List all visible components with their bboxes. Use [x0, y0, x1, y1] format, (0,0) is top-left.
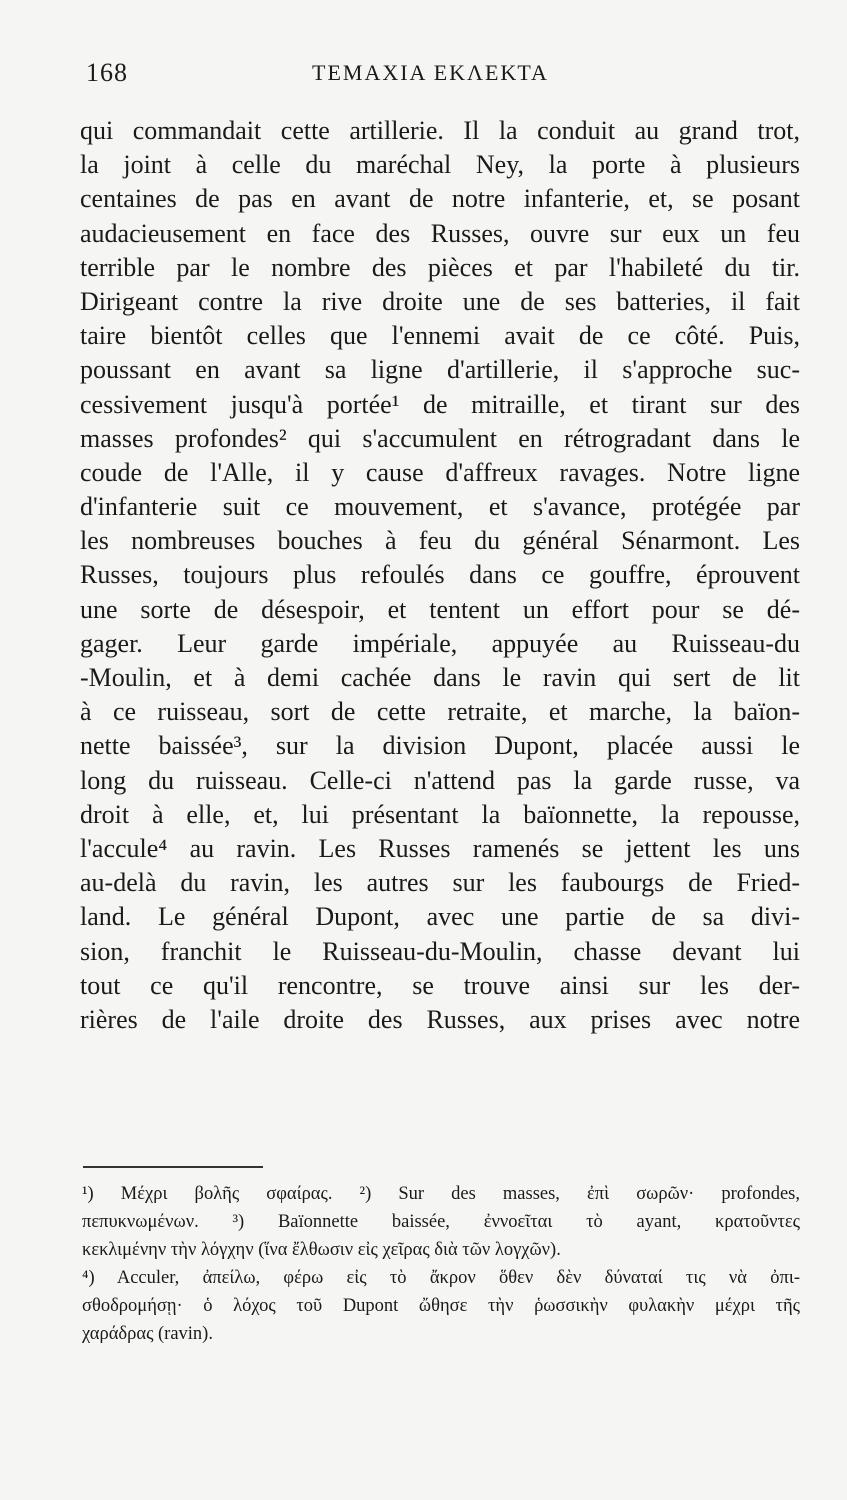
text-line: taire bientôt celles que l'ennemi avait de ce côté. Puis, [80, 321, 800, 351]
text-line: nette baissée³, sur la division Dupont, placée aussi le [80, 731, 800, 761]
text-line: poussant en avant sa ligne d'artillerie, il s'approche suc- [80, 355, 800, 385]
text-line: l'accule⁴ au ravin. Les Russes ramenés se jettent les uns [80, 833, 800, 863]
text-line: terrible par le nombre des pièces et par l'habileté du tir. [80, 252, 800, 282]
main-text [80, 114, 800, 1037]
text-line: -Moulin, et à demi cachée dans le ravin qui sert de lit [80, 663, 800, 692]
text-line: d'infanterie suit ce mouvement, et s'avance, protégée par [80, 492, 800, 522]
text-line: une sorte de désespoir, et tentent un effort pour se dé- [80, 594, 800, 624]
text-line: Dirigeant contre la rive droite une de ses batteries, il fait [80, 286, 800, 316]
footnote-line: ⁴) Acculer, ἀπείλω, φέρω εἰς τὸ ἄκρον ὅθεν δὲν δύναταί τις νὰ ὀπι- [82, 1268, 800, 1288]
footnote-divider [83, 1166, 263, 1168]
text-line: au-delà du ravin, les autres sur les faubourgs de Fried- [80, 868, 800, 898]
text-line: land. Le général Dupont, avec une partie de sa divi- [80, 902, 800, 932]
footnote-line: χαράδρας (ravin). [82, 1324, 213, 1344]
footnote-line: σθοδρομήσῃ· ὁ λόχος τοῦ Dupont ὤθησε τὴν ῥωσσικὴν φυλακὴν μέχρι τῆς [82, 1296, 800, 1316]
running-title: ΤΕΜΑΧΙΑ ΕΚΛΕΚΤΑ [312, 60, 549, 85]
text-line: Russes, toujours plus refoulés dans ce gouffre, éprouvent [80, 560, 800, 590]
text-line: tout ce qu'il rencontre, se trouve ainsi sur les der- [80, 970, 800, 1000]
text-line: à ce ruisseau, sort de cette retraite, et marche, la baïon- [80, 697, 800, 727]
text-line: la joint à celle du maréchal Ney, la porte à plusieurs [80, 150, 800, 180]
text-line: qui commandait cette artillerie. Il la conduit au grand trot, [80, 116, 800, 145]
footnotes [82, 1180, 800, 1348]
text-line: les nombreuses bouches à feu du général Sénarmont. Les [80, 526, 800, 556]
text-line: long du ruisseau. Celle-ci n'attend pas la garde russe, va [80, 765, 800, 795]
page-header [86, 58, 806, 94]
page-number: 168 [86, 58, 128, 87]
footnote-line: ¹) Μέχρι βολῆς σφαίρας. ²) Sur des masses, ἐπὶ σωρῶν· profondes, [82, 1184, 800, 1204]
footnote-line: κεκλιμένην τὴν λόγχην (ἵνα ἔλθωσιν εἰς χεῖρας διὰ τῶν λογχῶν). [82, 1240, 561, 1260]
text-line: rières de l'aile droite des Russes, aux prises avec notre [80, 1004, 800, 1034]
text-line: sion, franchit le Ruisseau-du-Moulin, chasse devant lui [80, 936, 800, 966]
text-line: audacieusement en face des Russes, ouvre sur eux un feu [80, 218, 800, 248]
text-line: gager. Leur garde impériale, appuyée au Ruisseau-du [80, 628, 800, 658]
text-line: centaines de pas en avant de notre infanterie, et, se posant [80, 184, 800, 214]
text-line: coude de l'Alle, il y cause d'affreux ravages. Notre ligne [80, 457, 800, 487]
footnote-line: πεπυκνωμένων. ³) Baïonnette baissée, ἐννοεῖται τὸ ayant, κρατοῦντες [82, 1212, 800, 1232]
text-line: masses profondes² qui s'accumulent en rétrogradant dans le [80, 423, 800, 453]
text-line: droit à elle, et, lui présentant la baïonnette, la repousse, [80, 799, 800, 829]
text-line: cessivement jusqu'à portée¹ de mitraille, et tirant sur des [80, 389, 800, 419]
